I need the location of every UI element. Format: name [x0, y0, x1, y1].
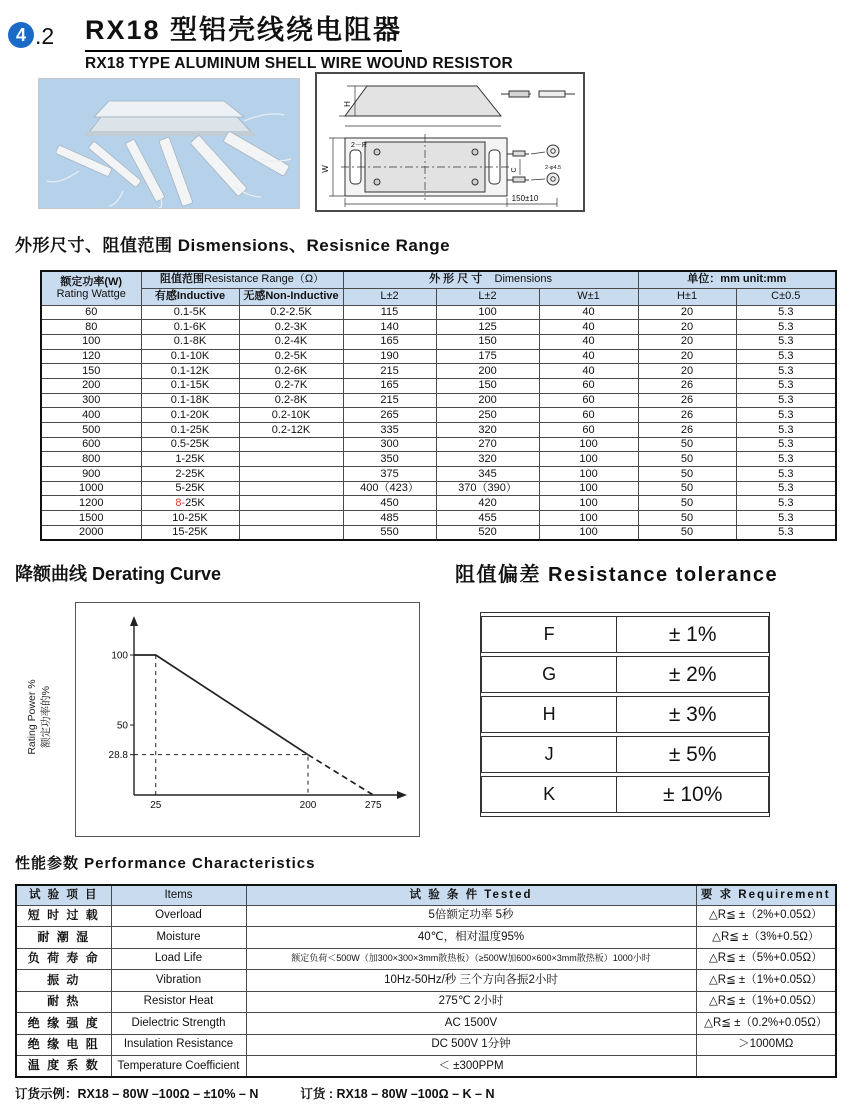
perf-requirement: △R≦ ±（3%+0.5Ω） [696, 927, 836, 949]
tolerance-row [481, 776, 769, 813]
dim-table-cell: 26 [638, 393, 736, 408]
dim-table-cell [239, 525, 343, 540]
performance-title: 性能参数 Performance Characteristics [15, 855, 316, 872]
tolerance-row [481, 616, 769, 653]
perf-requirement: ＞1000MΩ [696, 1034, 836, 1056]
dim-table-cell: 0.2-4K [239, 334, 343, 349]
dim-table-cell: 400 [41, 408, 141, 423]
dim-table-row [41, 305, 836, 320]
dim-table-cell: 300 [41, 393, 141, 408]
dim-table-row [41, 423, 836, 438]
dim-table-cell: 375 [343, 467, 436, 482]
dim-table-cell: 215 [343, 393, 436, 408]
perf-item-en: Overload [111, 905, 246, 927]
technical-drawing [315, 72, 585, 212]
dim-table-cell: 1000 [41, 481, 141, 496]
dim-table-cell: 20 [638, 320, 736, 335]
perf-requirement: △R≦ ±（1%+0.05Ω） [696, 970, 836, 992]
dim-table-cell: 100 [539, 525, 638, 540]
dim-table-cell: 120 [41, 349, 141, 364]
dim-table-cell: 265 [343, 408, 436, 423]
dim-table-cell: 100 [41, 334, 141, 349]
dim-table-cell: 15-25K [141, 525, 239, 540]
perf-tested-condition: DC 500V 1分钟 [246, 1034, 696, 1056]
col-header-items: Items [111, 885, 246, 905]
tolerance-code: K [481, 776, 616, 813]
col-header-l2: L±2 [436, 288, 539, 305]
dim-table-cell: 100 [539, 511, 638, 526]
dim-table-cell: 60 [539, 423, 638, 438]
dim-table-cell: 5.3 [736, 511, 836, 526]
perf-item-en: Load Life [111, 948, 246, 970]
dim-table-row [41, 378, 836, 393]
dim-table-cell: 485 [343, 511, 436, 526]
section-number-circle: 4 [8, 22, 34, 48]
dim-table-cell: 50 [638, 496, 736, 511]
derating-title: 降额曲线 Derating Curve [15, 564, 222, 584]
tolerance-value: ± 2% [616, 656, 769, 693]
dim-table-cell [239, 496, 343, 511]
perf-item-en: Resistor Heat [111, 991, 246, 1013]
dim-table-cell: 0.1-18K [141, 393, 239, 408]
derating-tick-label: 28.8 [108, 750, 128, 762]
tolerance-code: F [481, 616, 616, 653]
dim-table-cell: 520 [436, 525, 539, 540]
dim-table-cell: 40 [539, 349, 638, 364]
dims-section-title: 外形尺寸、阻值范围 Dismensions、Resisnice Range [15, 236, 451, 255]
dim-table-cell: 0.2-12K [239, 423, 343, 438]
derating-guide-line [134, 755, 308, 795]
dim-table-cell: 350 [343, 452, 436, 467]
perf-tested-condition: 5倍额定功率 5秒 [246, 905, 696, 927]
dim-table-cell: 60 [539, 393, 638, 408]
dim-table-cell: 450 [343, 496, 436, 511]
col-header-inductive: 有感Inductive [141, 288, 239, 305]
product-photo [38, 78, 300, 209]
perf-item-cn: 绝 缘 强 度 [16, 1013, 111, 1035]
dim-table-cell: 5.3 [736, 481, 836, 496]
perf-table-row [16, 1034, 836, 1056]
ordering-info [15, 1084, 537, 1102]
dim-table-cell: 5.3 [736, 467, 836, 482]
perf-table-row [16, 905, 836, 927]
col-header-rating: 额定功率(W) Rating Wattge [41, 271, 141, 305]
dim-table-cell: 600 [41, 437, 141, 452]
dim-table-row [41, 481, 836, 496]
dim-table-cell: 100 [539, 437, 638, 452]
dim-table-cell: 550 [343, 525, 436, 540]
perf-requirement: △R≦ ±（0.2%+0.05Ω） [696, 1013, 836, 1035]
dim-table-cell: 400（423） [343, 481, 436, 496]
dim-table-cell: 50 [638, 511, 736, 526]
dim-table-cell: 50 [638, 452, 736, 467]
derating-curve-extrapolated [308, 755, 373, 795]
tolerance-code: J [481, 736, 616, 773]
dim-table-cell: 5.3 [736, 320, 836, 335]
dim-table-cell: 0.2-5K [239, 349, 343, 364]
dim-label-hole: 2-φ4.5 [545, 165, 562, 171]
dim-table-cell: 455 [436, 511, 539, 526]
dim-table-cell: 5.3 [736, 349, 836, 364]
tolerance-value: ± 3% [616, 696, 769, 733]
dimensions-table [40, 270, 837, 541]
dim-table-cell: 125 [436, 320, 539, 335]
derating-tick-label: 25 [150, 800, 162, 811]
technical-drawing-art [317, 74, 583, 210]
dim-table-cell: 20 [638, 364, 736, 379]
ordering-code: 订货 : RX18 – 80W –100Ω – K – N [300, 1087, 495, 1101]
col-header-tested: 试 验 条 件 Tested [246, 885, 696, 905]
dim-label-2r: 2－R [351, 142, 367, 149]
dim-table-cell: 900 [41, 467, 141, 482]
dim-table-cell: 100 [539, 467, 638, 482]
perf-tested-condition: AC 1500V [246, 1013, 696, 1035]
dim-table-cell: 165 [343, 378, 436, 393]
perf-item-cn: 耐 潮 湿 [16, 927, 111, 949]
col-header-test-item: 试 验 项 目 [16, 885, 111, 905]
dim-table-row [41, 452, 836, 467]
dim-table-cell: 300 [343, 437, 436, 452]
dim-table-cell: 0.1-12K [141, 364, 239, 379]
section-number [8, 22, 54, 48]
dim-table-cell [239, 481, 343, 496]
dim-table-cell: 5.3 [736, 525, 836, 540]
tolerance-code: H [481, 696, 616, 733]
dim-table-row [41, 511, 836, 526]
dim-table-cell: 1500 [41, 511, 141, 526]
dim-table-cell: 1-25K [141, 452, 239, 467]
dim-table-cell: 26 [638, 378, 736, 393]
dim-table-cell: 250 [436, 408, 539, 423]
dim-table-row [41, 496, 836, 511]
tolerance-table-wrap [480, 612, 770, 817]
perf-item-cn: 振 动 [16, 970, 111, 992]
dim-table-cell: 0.2-7K [239, 378, 343, 393]
dim-table-cell: 150 [436, 378, 539, 393]
dim-table-cell: 5.3 [736, 378, 836, 393]
perf-table-row [16, 991, 836, 1013]
dim-table-cell: 20 [638, 334, 736, 349]
dim-table-cell: 0.1-20K [141, 408, 239, 423]
dim-table-cell: 26 [638, 423, 736, 438]
dim-table-cell: 370（390） [436, 481, 539, 496]
dim-table-cell: 100 [539, 452, 638, 467]
dim-table-cell: 5.3 [736, 437, 836, 452]
dim-table-cell: 0.2-8K [239, 393, 343, 408]
dim-table-cell: 500 [41, 423, 141, 438]
perf-header-row [16, 885, 836, 905]
perf-item-en: Temperature Coefficient [111, 1056, 246, 1078]
dim-table-cell: 5.3 [736, 364, 836, 379]
perf-item-cn: 温 度 系 数 [16, 1056, 111, 1078]
dim-table-cell: 5.3 [736, 393, 836, 408]
perf-requirement: △R≦ ±（1%+0.05Ω） [696, 991, 836, 1013]
dim-table-cell: 200 [436, 393, 539, 408]
dim-label-w: W [321, 165, 330, 173]
dim-table-cell: 0.2-6K [239, 364, 343, 379]
col-group-resistance-range: 阻值范围Resistance Range（Ω） [141, 271, 343, 288]
dim-table-cell: 60 [41, 305, 141, 320]
dim-table-row [41, 334, 836, 349]
perf-item-en: Vibration [111, 970, 246, 992]
perf-table-row [16, 970, 836, 992]
y-axis-arrow-icon [130, 616, 138, 626]
dim-table-cell: 40 [539, 320, 638, 335]
perf-tested-condition: 10Hz-50Hz/秒 三个方向各振2小时 [246, 970, 696, 992]
x-axis-arrow-icon [397, 791, 407, 799]
perf-tested-condition: 275℃ 2小时 [246, 991, 696, 1013]
dim-table-cell: 5.3 [736, 334, 836, 349]
dim-table-cell: 150 [436, 334, 539, 349]
dim-table-cell: 0.2-2.5K [239, 305, 343, 320]
derating-chart [75, 602, 420, 837]
performance-table [15, 884, 837, 1078]
dim-table-cell: 40 [539, 334, 638, 349]
dim-table-cell: 5.3 [736, 423, 836, 438]
perf-item-cn: 负 荷 寿 命 [16, 948, 111, 970]
section-number-rest: .2 [35, 23, 55, 49]
dim-table-cell: 50 [638, 437, 736, 452]
tolerance-row [481, 736, 769, 773]
dim-table-row [41, 349, 836, 364]
col-header-h: H±1 [638, 288, 736, 305]
product-photo-art [39, 79, 299, 208]
doc-header [85, 8, 513, 73]
perf-table-row [16, 927, 836, 949]
dim-table-cell: 0.5-25K [141, 437, 239, 452]
dim-table-row [41, 437, 836, 452]
dim-table-cell: 20 [638, 305, 736, 320]
dim-table-cell: 26 [638, 408, 736, 423]
dim-table-cell: 800 [41, 452, 141, 467]
dim-table-cell: 100 [539, 496, 638, 511]
dim-table-cell [239, 467, 343, 482]
perf-item-en: Dielectric Strength [111, 1013, 246, 1035]
dim-table-cell: 0.2-3K [239, 320, 343, 335]
dim-table-cell: 165 [343, 334, 436, 349]
dims-header-row-1 [41, 271, 836, 288]
dim-table-cell: 5-25K [141, 481, 239, 496]
tolerance-title: 阻值偏差 Resistance tolerance [455, 564, 779, 586]
tolerance-table [481, 613, 769, 816]
perf-requirement: △R≦ ±（5%+0.05Ω） [696, 948, 836, 970]
dim-table-cell: 80 [41, 320, 141, 335]
dim-table-cell: 0.1-6K [141, 320, 239, 335]
dim-table-cell: 0.1-15K [141, 378, 239, 393]
perf-item-cn: 绝 缘 电 阻 [16, 1034, 111, 1056]
dims-header-row-2 [41, 288, 836, 305]
dim-table-cell: 100 [539, 481, 638, 496]
col-group-dimensions: 外 形 尺 寸 Dimensions [343, 271, 638, 288]
dim-table-cell: 320 [436, 452, 539, 467]
dim-table-cell: 335 [343, 423, 436, 438]
dim-table-cell: 8-25K [141, 496, 239, 511]
perf-table-row [16, 948, 836, 970]
dim-table-row [41, 393, 836, 408]
col-header-l1: L±2 [343, 288, 436, 305]
dim-table-cell: 10-25K [141, 511, 239, 526]
col-header-requirement: 要 求 Requirement [696, 885, 836, 905]
page-title-cn: RX18 型铝壳线绕电阻器 [85, 8, 402, 52]
dim-table-cell: 40 [539, 364, 638, 379]
derating-y-axis-label: Rating Power % 额定功率的% [26, 679, 53, 755]
dim-table-row [41, 320, 836, 335]
dim-table-row [41, 408, 836, 423]
dim-label-length: 150±10 [511, 194, 539, 203]
perf-item-cn: 耐 热 [16, 991, 111, 1013]
dim-table-cell: 420 [436, 496, 539, 511]
dim-table-row [41, 467, 836, 482]
dim-table-cell: 150 [41, 364, 141, 379]
dim-table-cell: 20 [638, 349, 736, 364]
tolerance-code: G [481, 656, 616, 693]
dim-table-cell: 270 [436, 437, 539, 452]
dim-table-cell: 200 [436, 364, 539, 379]
dim-table-cell: 60 [539, 378, 638, 393]
dim-table-cell: 0.1-10K [141, 349, 239, 364]
dim-table-cell: 175 [436, 349, 539, 364]
dim-label-h: H [343, 101, 352, 107]
dim-table-cell [239, 437, 343, 452]
perf-table-row [16, 1013, 836, 1035]
col-group-unit: 单位：mm unit:mm [638, 271, 836, 288]
dim-table-cell: 60 [539, 408, 638, 423]
dim-table-cell: 5.3 [736, 305, 836, 320]
dim-table-cell [239, 511, 343, 526]
perf-item-en: Insulation Resistance [111, 1034, 246, 1056]
dim-table-cell: 215 [343, 364, 436, 379]
derating-tick-label: 200 [299, 800, 317, 811]
perf-tested-condition: ＜ ±300PPM [246, 1056, 696, 1078]
col-header-w: W±1 [539, 288, 638, 305]
dim-table-cell: 2-25K [141, 467, 239, 482]
perf-table-row [16, 1056, 836, 1078]
dim-table-cell: 50 [638, 467, 736, 482]
tolerance-value: ± 10% [616, 776, 769, 813]
dim-table-cell: 5.3 [736, 452, 836, 467]
dim-table-cell: 1200 [41, 496, 141, 511]
dim-table-row [41, 525, 836, 540]
dim-table-cell: 100 [436, 305, 539, 320]
dim-table-cell: 140 [343, 320, 436, 335]
ordering-example: 订货示例：RX18 – 80W –100Ω – ±10% – N [15, 1087, 259, 1101]
dim-table-cell: 5.3 [736, 496, 836, 511]
col-header-c: C±0.5 [736, 288, 836, 305]
tolerance-row [481, 696, 769, 733]
perf-requirement [696, 1056, 836, 1078]
perf-item-en: Moisture [111, 927, 246, 949]
perf-requirement: △R≦ ±（2%+0.05Ω） [696, 905, 836, 927]
perf-tested-condition: 40℃，相对温度95% [246, 927, 696, 949]
derating-tick-label: 100 [111, 650, 128, 662]
dim-label-c: C [511, 167, 518, 173]
dim-table-cell: 50 [638, 481, 736, 496]
page-title-en: RX18 TYPE ALUMINUM SHELL WIRE WOUND RESISTOR [85, 55, 513, 72]
dim-table-row [41, 364, 836, 379]
dim-table-cell: 50 [638, 525, 736, 540]
dim-table-cell: 115 [343, 305, 436, 320]
perf-item-cn: 短 时 过 载 [16, 905, 111, 927]
tolerance-row [481, 656, 769, 693]
col-header-non-inductive: 无感Non-Inductive [239, 288, 343, 305]
dim-table-cell: 345 [436, 467, 539, 482]
derating-curve-solid [134, 655, 308, 755]
dim-table-cell: 200 [41, 378, 141, 393]
dim-table-cell: 190 [343, 349, 436, 364]
dim-table-cell: 0.1-8K [141, 334, 239, 349]
tolerance-value: ± 1% [616, 616, 769, 653]
perf-tested-condition: 额定负荷＜500W（加300×300×3mm散热板）（≥500W加600×600×3mm散热板）1000小时 [246, 948, 696, 970]
dim-table-cell: 0.2-10K [239, 408, 343, 423]
dim-table-cell: 5.3 [736, 408, 836, 423]
derating-tick-label: 275 [364, 800, 382, 811]
dim-table-cell: 0.1-5K [141, 305, 239, 320]
dim-table-cell: 320 [436, 423, 539, 438]
dim-table-cell: 40 [539, 305, 638, 320]
derating-tick-label: 50 [116, 720, 128, 732]
dim-table-cell: 0.1-25K [141, 423, 239, 438]
dim-table-cell: 2000 [41, 525, 141, 540]
tolerance-value: ± 5% [616, 736, 769, 773]
dim-table-cell [239, 452, 343, 467]
